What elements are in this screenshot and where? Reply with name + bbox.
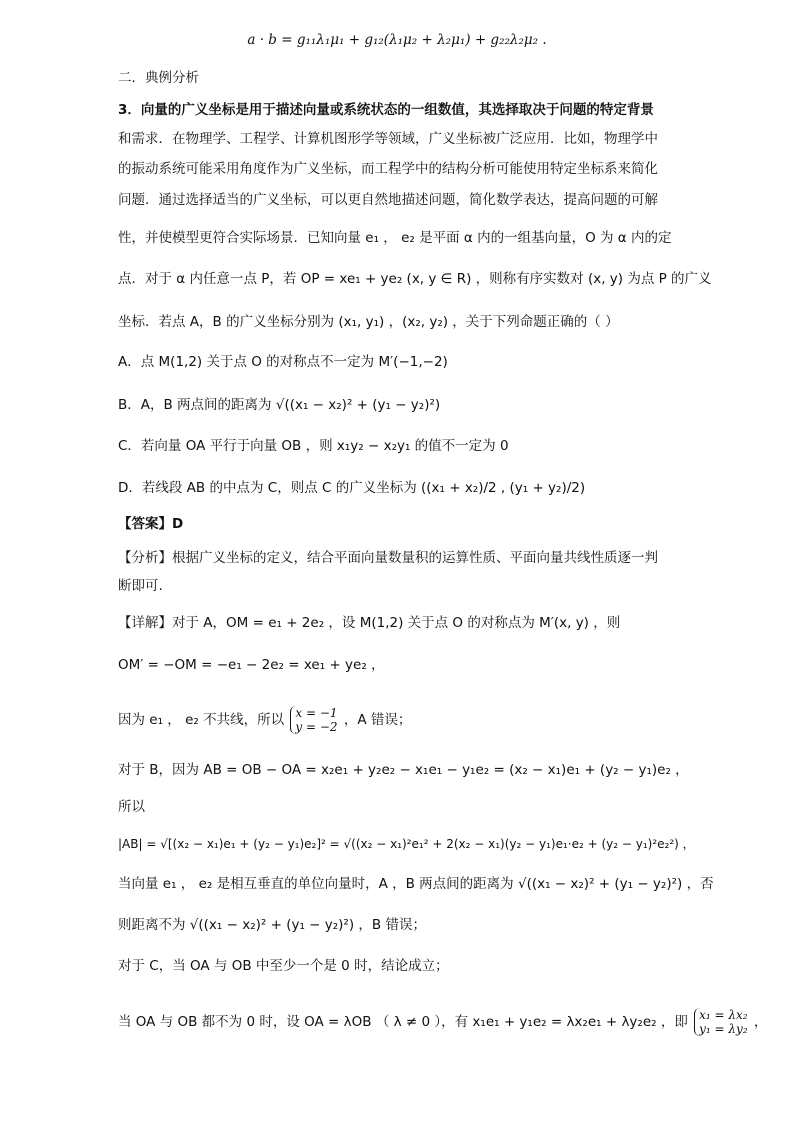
detail-line-3-tail: ，A 错误；	[343, 712, 412, 728]
detail-line-7: 当向量 e₁ ， e₂ 是相互垂直的单位向量时，A ，B 两点间的距离为 √((x₁ − x₂)² + (y₁ − y₂)²) ，否	[118, 876, 714, 892]
analysis-line-2: 断即可.	[118, 578, 163, 594]
detail-line-5: 所以	[118, 799, 145, 815]
analysis-line-1: 【分析】根据广义坐标的定义，结合平面向量数量积的运算性质、平面向量共线性质逐一判	[118, 550, 658, 566]
detail-line-8: 则距离不为 √((x₁ − x₂)² + (y₁ − y₂)²) ，B 错误；	[118, 917, 426, 933]
detail-line-9: 对于 C，当 OA 与 OB 中至少一个是 0 时，结论成立；	[118, 958, 449, 974]
answer-label: 【答案】D	[118, 516, 184, 532]
problem-line-5: 性，并使模型更符合实际场景．已知向量 e₁ ， e₂ 是平面 α 内的一组基向量，O 为 α 内的定	[118, 230, 672, 246]
detail-line-1: 【详解】对于 A，OM = e₁ + 2e₂ ，设 M(1,2) 关于点 O 的对称点为 M′(x, y) ，则	[118, 615, 621, 631]
brace-row-1: x = −1	[295, 706, 338, 720]
problem-line-7: 坐标．若点 A，B 的广义坐标分别为 (x₁, y₁) ，(x₂, y₂) ，关于下列命题正确的（ ）	[118, 314, 619, 330]
detail-line-10-text: 当 OA 与 OB 都不为 0 时，设 OA = λOB （ λ ≠ 0 ），有 x₁e₁ + y₁e₂ = λx₂e₁ + λy₂e₂ ，即	[118, 1014, 688, 1030]
detail-line-3-text: 因为 e₁ ， e₂ 不共线，所以	[118, 712, 285, 728]
brace2-row-2: y₁ = λy₂	[699, 1022, 748, 1036]
problem-line-4: 问题．通过选择适当的广义坐标，可以更自然地描述问题，简化数学表达，提高问题的可解	[118, 192, 658, 208]
detail-line-4: 对于 B，因为 AB = OB − OA = x₂e₁ + y₂e₂ − x₁e₁ − y₁e₂ = (x₂ − x₁)e₁ + (y₂ − y₁)e₂ ，	[118, 762, 689, 778]
problem-line-1: 3．向量的广义坐标是用于描述向量或系统状态的一组数值，其选择取决于问题的特定背景	[118, 102, 654, 118]
option-a: A．点 M(1,2) 关于点 O 的对称点不一定为 M′(−1,−2)	[118, 354, 448, 370]
equation-system-brace-2	[694, 1008, 747, 1036]
section-title: 二．典例分析	[118, 70, 199, 86]
brace-row-2: y = −2	[295, 720, 338, 734]
problem-line-2: 和需求．在物理学、工程学、计算机图形学等领域，广义坐标被广泛应用．比如，物理学中	[118, 131, 658, 147]
brace2-row-1: x₁ = λx₂	[699, 1008, 748, 1022]
detail-line-10	[118, 1008, 768, 1036]
problem-line-6: 点．对于 α 内任意一点 P，若 OP = xe₁ + ye₂ (x, y ∈ R) ，则称有序实数对 (x, y) 为点 P 的广义	[118, 271, 712, 287]
problem-line-3: 的振动系统可能采用角度作为广义坐标，而工程学中的结构分析可能使用特定坐标系来简化	[118, 161, 658, 177]
option-b: B．A，B 两点间的距离为 √((x₁ − x₂)² + (y₁ − y₂)²)	[118, 397, 441, 413]
formula-dot-product: a · b = g₁₁λ₁μ₁ + g₁₂(λ₁μ₂ + λ₂μ₁) + g₂₂λ₂μ₂ .	[247, 32, 547, 48]
option-c: C．若向量 OA 平行于向量 OB ，则 x₁y₂ − x₂y₁ 的值不一定为 0	[118, 438, 509, 454]
detail-line-2: OM′ = −OM = −e₁ − 2e₂ = xe₁ + ye₂ ，	[118, 657, 385, 673]
detail-line-3	[118, 706, 676, 734]
option-d: D．若线段 AB 的中点为 C，则点 C 的广义坐标为 ((x₁ + x₂)/2 , (y₁ + y₂)/2)	[118, 480, 586, 496]
equation-system-brace	[290, 706, 337, 734]
detail-line-10-tail: ，	[753, 1014, 768, 1030]
detail-line-6: |AB| = √[(x₂ − x₁)e₁ + (y₂ − y₁)e₂]² = √((x₂ − x₁)²e₁² + 2(x₂ − x₁)(y₂ − y₁)e₁·e₂ + (y₂ − y₁)²e₂²) ，	[118, 837, 695, 851]
